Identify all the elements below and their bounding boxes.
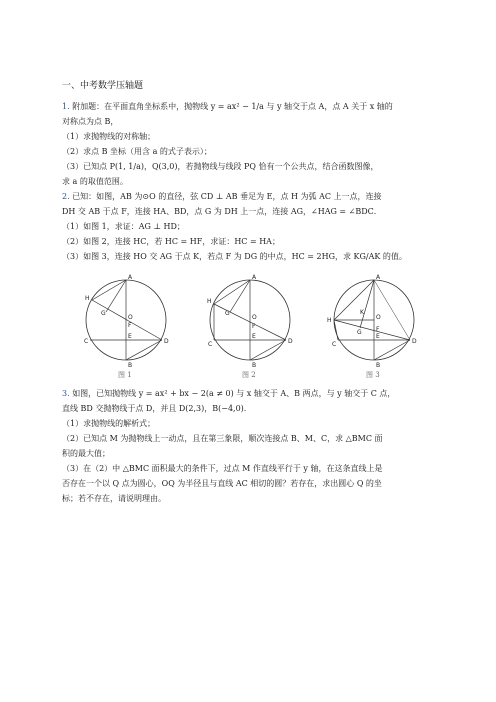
figure-2: [200, 270, 300, 370]
label-B: B: [376, 362, 381, 369]
label-H: H: [327, 317, 332, 324]
section-title: 一、中考数学压轴题: [62, 81, 144, 91]
figure-3-caption: 图 3: [366, 371, 380, 379]
label-G: G: [101, 310, 106, 317]
document-page: [62, 78, 437, 506]
label-C: C: [332, 341, 337, 348]
problem-1-q2: （2）求点 B 坐标（用含 a 的式子表示）；: [62, 147, 212, 156]
label-D: D: [288, 338, 293, 345]
label-E: E: [128, 333, 132, 340]
problem-1-q1: （1）求抛物线的对称轴；: [62, 132, 156, 141]
problem-2-q3: （3）如图 3，连接 HO 交 AG 于点 K，若点 F 为 DG 的中点，HC = 2HG，求 KG/AK 的值。: [62, 252, 407, 261]
label-C: C: [208, 341, 213, 348]
label-B: B: [252, 362, 257, 369]
problem-3-number: 3.: [62, 389, 70, 398]
problem-2: [62, 189, 437, 264]
problem-2-stem-2: DH 交 AB 于点 F，连接 HA、BD，点 G 为 DH 上一点，连接 AG，∠HAG = ∠BDC．: [62, 207, 382, 216]
label-D: D: [412, 338, 417, 345]
label-O: O: [376, 314, 381, 321]
label-A: A: [376, 274, 381, 281]
label-E: E: [252, 333, 256, 340]
label-A: A: [252, 274, 257, 281]
figure-3: [324, 270, 424, 370]
problem-3-q3-cont: 否存在一个以 Q 点为圆心，OQ 为半径且与直线 AC 相切的圆？若存在，求出圆心 Q 的坐: [62, 479, 382, 488]
label-K: K: [360, 309, 364, 316]
label-B: B: [128, 362, 133, 369]
label-C: C: [84, 338, 89, 345]
problem-2-number: 2.: [62, 192, 70, 201]
figure-2-caption: 图 2: [242, 371, 256, 379]
label-H: H: [85, 295, 90, 302]
problem-1-stem-2: 对称点为点 B，: [62, 117, 119, 126]
label-O: O: [128, 314, 133, 321]
label-O: O: [252, 314, 257, 321]
problem-3: [62, 386, 437, 506]
label-F: F: [376, 326, 380, 333]
label-E: E: [376, 333, 380, 340]
problem-1-number: 1.: [62, 102, 70, 111]
label-H: H: [207, 298, 212, 305]
problem-2-stem: 已知：如图，AB 为⊙O 的直径，弦 CD ⊥ AB 垂足为 E，点 H 为弧 AC 上一点，连接: [72, 192, 382, 201]
problem-3-q1: （1）求抛物线的解析式；: [62, 419, 156, 428]
problem-1: [62, 99, 437, 189]
problem-1-q3-cont: 求 a 的取值范围。: [62, 177, 128, 186]
label-F: F: [252, 323, 256, 330]
problem-1-stem: 附加题：在平面直角坐标系中，抛物线 y = ax² − 1/a 与 y 轴交于点 A，点 A 关于 x 轴的: [72, 102, 393, 111]
figure-1: [76, 270, 176, 370]
label-A: A: [128, 274, 133, 281]
problem-2-q2: （2）如图 2，连接 HC，若 HC = HF，求证：HC = HA；: [62, 237, 280, 246]
problem-3-q2: （2）已知点 M 为抛物线上一动点，且在第三象限，顺次连接点 B、M、C，求 △BMC 面: [62, 434, 383, 443]
problem-3-q3: （3）在（2）中 △BMC 面积最大的条件下，过点 M 作直线平行于 y 轴，在这条直线上是: [62, 464, 383, 473]
problem-1-q3: （3）已知点 P(1, 1/a)，Q(3,0)，若抛物线与线段 PQ 恰有一个公共点，结合函数图像，: [62, 162, 379, 171]
label-F: F: [128, 322, 132, 329]
problem-3-q2-cont: 积的最大值；: [62, 449, 110, 458]
problem-3-stem-2: 直线 BD 交抛物线于点 D，并且 D(2,3)，B(−4,0)．: [62, 404, 252, 413]
label-G: G: [225, 310, 230, 317]
figure-1-caption: 图 1: [118, 371, 132, 379]
geometry-figures: [62, 270, 437, 380]
problem-2-q1: （1）如图 1，求证：AG ⊥ HD；: [62, 222, 185, 231]
problem-3-q3-cont-2: 标；若不存在，请说明理由。: [62, 494, 166, 503]
label-G: G: [357, 329, 362, 336]
problem-3-stem: 如图，已知抛物线 y = ax² + bx − 2(a ≠ 0) 与 x 轴交于 A、B 两点，与 y 轴交于 C 点，: [72, 389, 396, 398]
label-D: D: [164, 338, 169, 345]
